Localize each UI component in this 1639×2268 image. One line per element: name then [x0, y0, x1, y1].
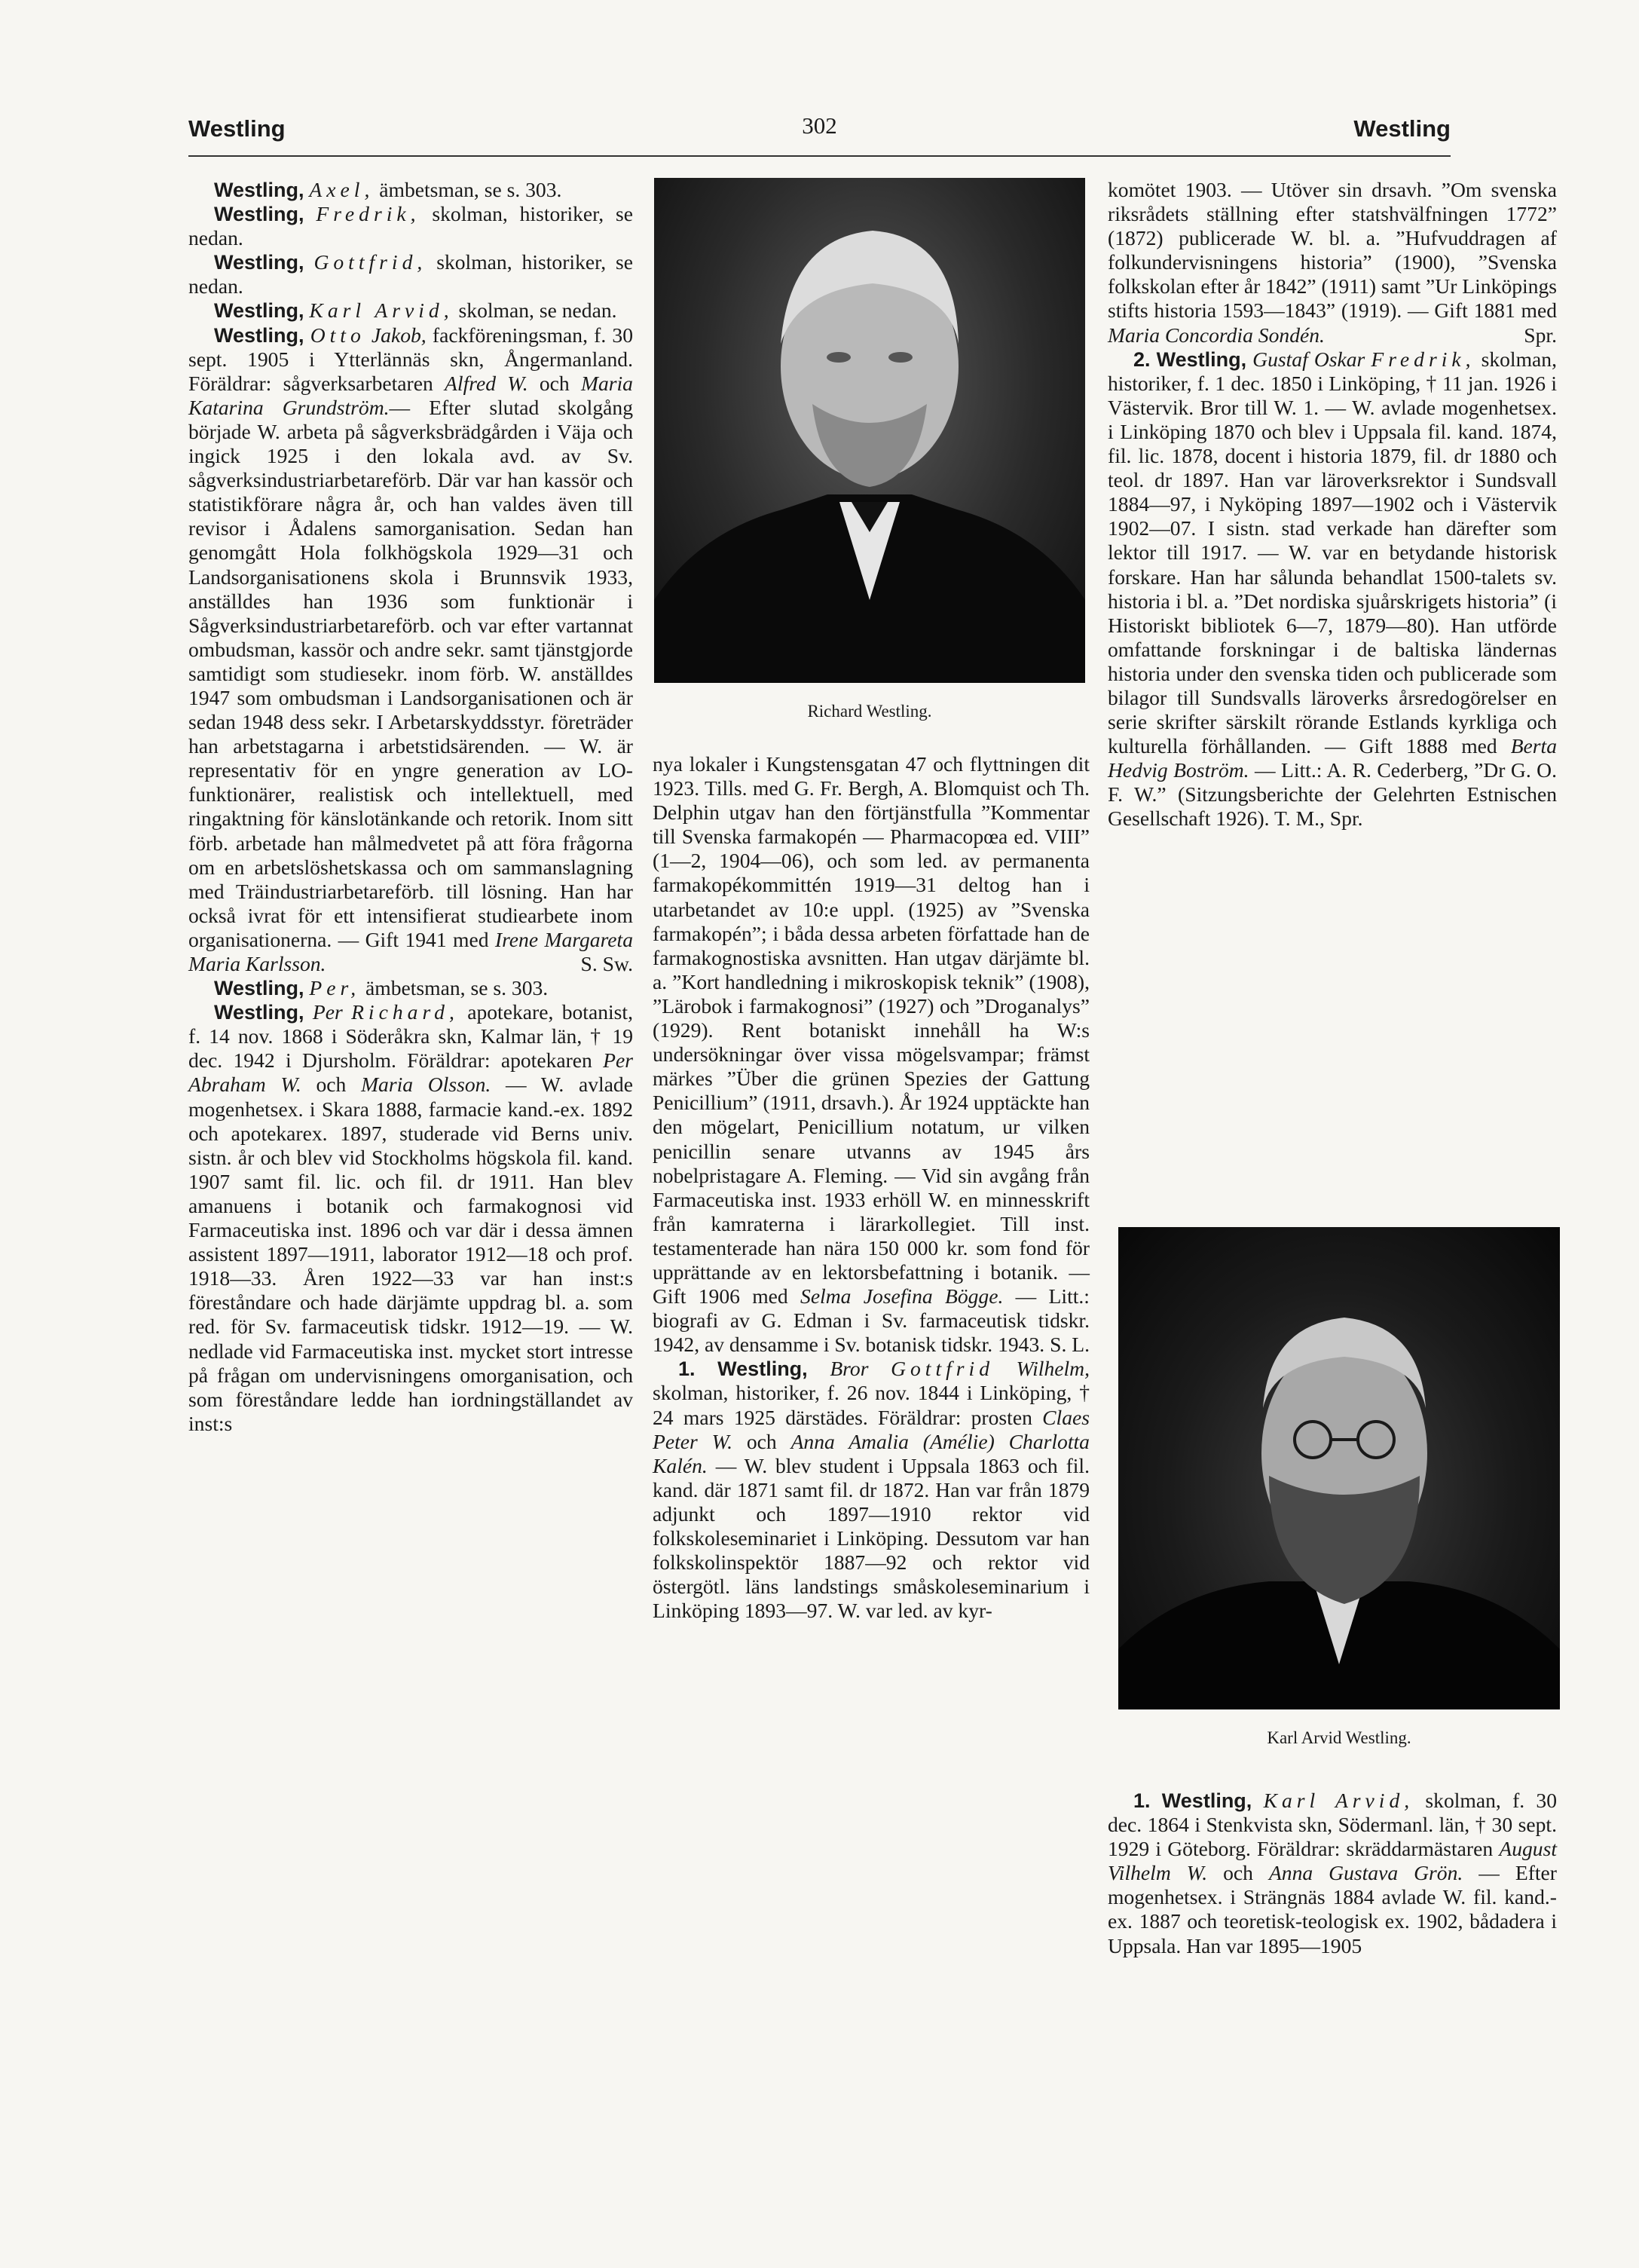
entry-gottfrid-wilhelm: 1. Westling, Bror Gottfrid Wilhelm, skolman, historiker, f. 26 nov. 1844 i Linköping, † 24 mars 1925 därstädes. Föräldrar: prosten Claes Peter W. och Anna Amalia (Amélie) Charlotta Kalén. — W. blev student i Uppsala 1863 och fil. kand. där 1871 samt fil. dr 1872. Han var från 1879 adjunkt och 1897—1910 rektor vid folkskoleseminariet i Linköping. Dessutom var han folkskolinspektör 1887—92 och rektor vid östergötl. läns landstings småskoleseminarium i Linköping 1893—97. W. var led. av kyr-: [653, 1357, 1090, 1623]
portrait-karl-arvid-westling: [1118, 1227, 1560, 1749]
entry-per-richard: Westling, Per Richard, apotekare, botanist, f. 14 nov. 1868 i Söderåkra skn, Kalmar län, † 19 dec. 1942 i Djursholm. Föräldrar: apotekaren Per Abraham W. och Maria Olsson. — W. avlade mogenhetsex. i Skara 1888, farmacie kand.-ex. 1892 och apotekarex. 1897, studerade vid Berns univ. sistn. år och blev vid Stockholms högskola fil. kand. 1907 samt fil. lic. och fil. dr 1911. Han blev amanuens i botanik och farmakognosi vid Farmaceutiska inst. 1896 och var där i dessa ämnen assistent 1897—1911, laborator 1912—18 och prof. 1918—33. Åren 1922—33 var han inst:s föreståndare och hade därjämte uppdrag bl. a. som red. för Sv. farmaceutisk tidskr. 1912—19. — W. nedlade vid Farmaceutiska inst. mycket stort intresse på frågan om undervisningens omorganisation, och som föreståndare ledde han iordningställandet av inst:s: [188, 1000, 634, 1435]
entry-gottfrid-wilhelm-cont: komötet 1903. — Utöver sin drsavh. ”Om svenska riksrådets ställning efter statshvälfningen 1772” (1872) publicerade W. bl. a. ”Hufvuddragen af folkundervisningens historia” (1900), ”Svenska folkskolan efter år 1842” (1911) samt ”Ur Linköpings stifts historia 1593—1843” (1919). — Gift 1881 med Maria Concordia Sondén. Spr.: [1108, 178, 1557, 347]
portrait-richard-westling: [654, 178, 1085, 722]
running-head-right: Westling: [1353, 115, 1451, 142]
entry-otto-jakob: Westling, Otto Jakob, fackföreningsman, f. 30 sept. 1905 i Ytterlännäs skn, Ångermanland. Föräldrar: sågverksarbetaren Alfred W. och Maria Katarina Grundström.— Efter slutad skolgång började W. arbeta på sågverksbrädgården i Väja och ingick 1925 i den lokala avd. av Sv. sågverksindustriarbetareförb. Där var han kassör och statistikförare några år, och han valdes även till revisor i Ådalens samorganisation. Sedan han genomgått Hola folkhögskola 1929—31 och Landsorganisationens skola i Brunnsvik 1933, anställdes han 1936 som funktionär i Sågverksindustriarbetareförb. och var efter vartannat ombudsman, kassör och andre sekr. samt tjänstgjorde samtidigt som studiesekr. inom förb. W. anställdes 1947 som ombudsman i Landsorganisationen och är sedan 1948 dess sekr. I Arbetarskyddsstyr. företräder han arbetstagarna i arbetstidsärenden. — W. är representativ för en yngre generation av LO-funktionärer, realistisk och intellektuell, med ringaktning för känslotänkande och retorik. Inom sitt förb. arbetade han målmedvetet på att föra frågorna om en arbetslöshetskassa och om sammanslagning med Träindustriarbetareförb. till lösning. Han har också ivrat för ett intensifierat studiearbete inom organisationerna. — Gift 1941 med Irene Margareta Maria Karlsson. S. Sw.: [188, 323, 633, 975]
entry-gustaf-oskar-fredrik: 2. Westling, Gustaf Oskar Fredrik, skolman, historiker, f. 1 dec. 1850 i Linköping, † 11 jan. 1926 i Västervik. Bror till W. 1. — W. avlade mogenhetsex. i Linköping 1870 och blev i Uppsala fil. kand. 1874, fil. lic. 1878, docent i historia 1879, fil. dr 1880 och teol. dr 1897. Han var läroverksrektor i Sundsvall 1884—97, i Nyköping 1897—1902 och i Västervik 1902—07. I sistn. stad verkade han därefter som lektor till 1917. — W. var en betydande historisk forskare. Han har sålunda behandlat 1500-talets sv. historia i bl. a. ”Det nordiska sjuårskrigets historia” (i Historiskt bibliotek 6—7, 1879—80). Han utförde omfattande forskningar i de baltiska ländernas historia under den svenska tiden och publicerade som bilagor till Sundsvalls läroverks årsredogörelser en serie skrifter särskilt rörande Estlands kyrkliga och kulturella förhållanden. — Gift 1888 med Berta Hedvig Boström. — Litt.: A. R. Cederberg, ”Dr G. O. F. W.” (Sitzungsberichte der Gelehrten Estnischen Gesellschaft 1926). T. M., Spr.: [1108, 347, 1557, 831]
portrait-silhouette: [1118, 1227, 1560, 1709]
figure-caption: Karl Arvid Westling.: [1267, 1728, 1411, 1747]
portrait-photo: [1118, 1227, 1560, 1709]
author-signature: S. L.: [1050, 1333, 1090, 1357]
portrait-photo: [654, 178, 1085, 683]
running-header: [188, 109, 1451, 155]
entry-per: Westling, Per, ämbetsman, se s. 303.: [214, 976, 549, 1000]
middle-column: [653, 752, 1090, 1623]
entry-axel: Westling, Axel, ämbetsman, se s. 303.: [214, 178, 562, 201]
header-rule: [188, 155, 1451, 157]
figure-caption: Richard Westling.: [807, 702, 932, 721]
author-signature: S. Sw.: [580, 952, 633, 975]
left-column: [188, 178, 633, 1436]
running-head-left: Westling: [188, 115, 286, 142]
right-column: [1108, 178, 1557, 831]
entry-per-richard-cont: nya lokaler i Kungstensgatan 47 och flyttningen dit 1923. Tills. med G. Fr. Bergh, A. Blomquist och Th. Delphin utgav han den förtjänstfulla ”Kommentar till Svenska farmakopén — Pharmacopœa ed. VIII” (1—2, 1904—06), och som led. av permanenta farmakopékommittén 1919—31 deltog han i utarbetandet av 10:e uppl. (1925) av ”Svenska farmakopén”; i båda dessa arbeten författade han de farmakognostiska avsnitten. Han utgav därjämte bl. a. ”Kort handledning i mikroskopisk teknik” (1908), ”Lärobok i farmakognosi” (1927) och ”Droganalys” (1929). Rent botaniskt innehåll ha W:s undersökningar över vissa mögelsvampar; främst märkes ”Über die grünen Spezies der Gattung Penicillium” (1911, drsavh.). År 1924 upptäckte han den mögelart, Penicillium notatum, ur vilken penicillin senare utvanns av 1945 års nobelpristagare A. Fleming. — Vid sin avgång från Farmaceutiska inst. 1933 erhöll W. en minnesskrift från kamraterna i lärarkollegiet. Till inst. testamenterade han nära 150 000 kr. som fond för upprättande av en lektorsbefattning i botanik. — Gift 1906 med Selma Josefina Bögge. — Litt.: biografi av G. Edman i Sv. farmaceutisk tidskr. 1942, av densamme i Sv. botanisk tidskr. 1943. S. L.: [653, 752, 1090, 1357]
entry-karl-arvid-ref: Westling, Karl Arvid, skolman, se nedan.: [214, 298, 617, 323]
entry-gottfrid: Westling, Gottfrid, skolman, historiker, se nedan.: [188, 250, 634, 298]
portrait-silhouette: [654, 178, 1085, 683]
right-column-lower: [1108, 1789, 1557, 1958]
entry-fredrik: Westling, Fredrik, skolman, historiker, se nedan.: [188, 202, 633, 250]
entry-karl-arvid: 1. Westling, Karl Arvid, skolman, f. 30 dec. 1864 i Stenkvista skn, Södermanl. län, † 30 sept. 1929 i Göteborg. Föräldrar: skräddarmästaren August Vilhelm W. och Anna Gustava Grön. — Efter mogenhetsex. i Strängnäs 1884 avlade W. fil. kand.-ex. 1887 och teoretisk-teologisk ex. 1902, bådadera i Uppsala. Han var 1895—1905: [1108, 1789, 1558, 1957]
page-number: 302: [802, 112, 837, 139]
author-signature: T. M., Spr.: [1274, 807, 1363, 831]
author-signature: Spr.: [1524, 323, 1557, 347]
